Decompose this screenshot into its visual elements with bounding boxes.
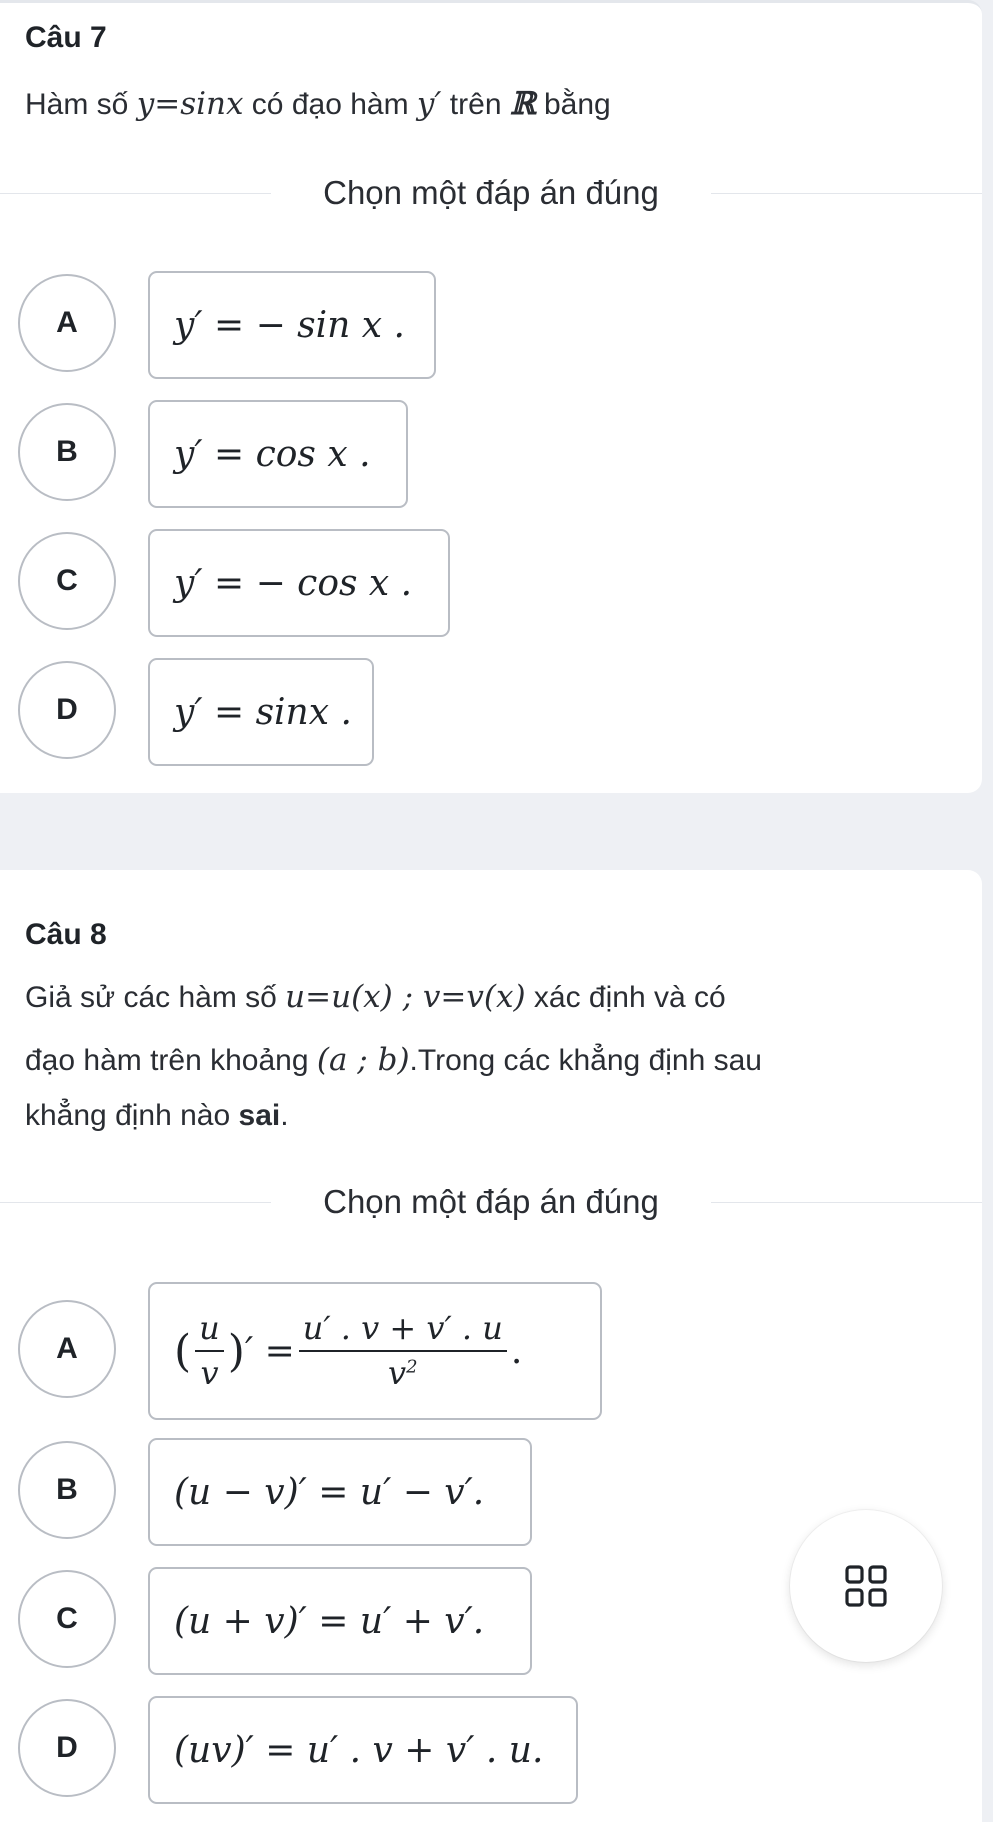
option-b-letter[interactable]: B <box>18 403 116 501</box>
option-c-letter[interactable]: C <box>18 1570 116 1668</box>
question-title: Câu 8 <box>25 918 107 951</box>
option-c-answer[interactable]: y′ = − cos x . <box>148 529 450 637</box>
option-d-answer[interactable]: (uv)′ = u′ . v + v′ . u. <box>148 1696 578 1804</box>
option-b-answer[interactable]: y′ = cos x . <box>148 400 408 508</box>
option-b-answer[interactable]: (u − v)′ = u′ − v′. <box>148 1438 532 1546</box>
instruction-label: Chọn một đáp án đúng <box>271 1182 711 1222</box>
option-d-letter[interactable]: D <box>18 661 116 759</box>
option-a-letter[interactable]: A <box>18 274 116 372</box>
option-d-answer[interactable]: y′ = sinx . <box>148 658 374 766</box>
grid-icon <box>844 1564 888 1608</box>
option-a-answer[interactable]: y′ = − sin x . <box>148 271 436 379</box>
option-a-letter[interactable]: A <box>18 1300 116 1398</box>
instruction-label: Chọn một đáp án đúng <box>271 173 711 213</box>
option-c-answer[interactable]: (u + v)′ = u′ + v′. <box>148 1567 532 1675</box>
option-d-letter[interactable]: D <box>18 1699 116 1797</box>
option-c-letter[interactable]: C <box>18 532 116 630</box>
question-grid-button[interactable] <box>790 1510 942 1662</box>
instruction-divider <box>0 1182 982 1222</box>
question-card-7 <box>0 0 982 793</box>
instruction-divider <box>0 173 982 213</box>
question-text: Hàm số y=sinx có đạo hàm y′ trên ℝ bằng <box>25 86 611 122</box>
question-title: Câu 7 <box>25 21 107 54</box>
option-b-letter[interactable]: B <box>18 1441 116 1539</box>
question-card-8 <box>0 870 982 1822</box>
option-a-answer[interactable]: ( $\frac{u}{v}$ ) ′ = $\frac{u' . v + v' . u}{v^2}$ . <box>148 1282 602 1420</box>
question-text: Giả sử các hàm số u=u(x) ; v=v(x) xác định và có đạo hàm trên khoảng (a ; b).Trong các khẳng định sau khẳng định nào sai. <box>25 979 762 1132</box>
